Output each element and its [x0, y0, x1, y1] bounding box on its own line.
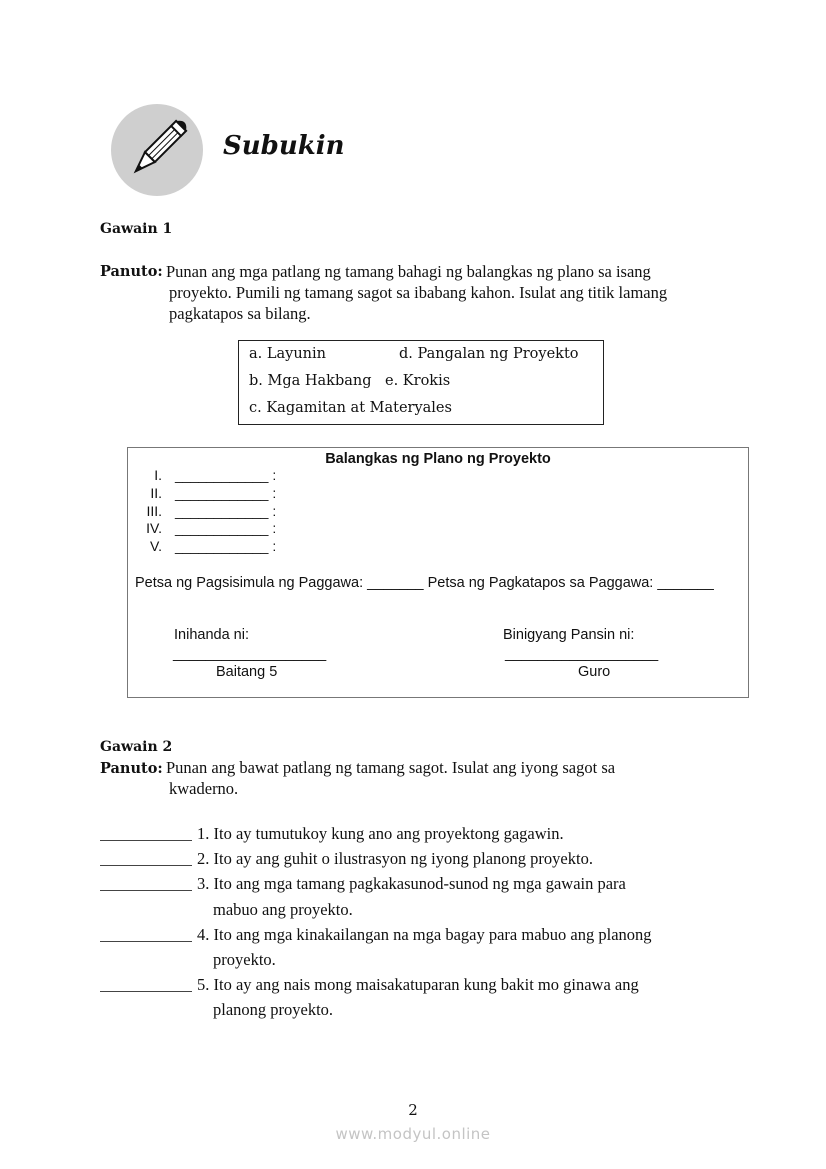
choice-b: b. Mga Hakbang [249, 373, 372, 389]
outline-blank-5: ____________ : [175, 538, 277, 554]
question-3: 3. Ito ang mga tamang pagkakasunod-sunod ng mga gawain para [197, 874, 626, 893]
prepared-by-label: Inihanda ni: [174, 627, 249, 643]
prepared-by-role: Baitang 5 [216, 664, 278, 680]
question-1: 1. Ito ay tumutukoy kung ano ang proyektong gagawin. [197, 824, 564, 843]
gawain1-panuto-line-2: proyekto. Pumili ng tamang sagot sa ibabang kahon. Isulat ang titik lamang [169, 283, 668, 302]
outline-blank-4: ____________ : [175, 520, 277, 536]
noted-by-label: Binigyang Pansin ni: [503, 627, 635, 643]
outline-number-1: I. [154, 467, 162, 483]
pencil-icon-circle [111, 104, 203, 196]
prepared-by-signature-line: ___________________ [173, 646, 327, 662]
outline-blank-3: ____________ : [175, 503, 277, 519]
question-5: 5. Ito ay ang nais mong maisakatuparan kung bakit mo ginawa ang [197, 975, 639, 994]
gawain2-heading: Gawain 2 [100, 739, 173, 755]
choice-d: d. Pangalan ng Proyekto [399, 346, 579, 362]
noted-by-signature-line: ___________________ [505, 646, 659, 662]
choice-e: e. Krokis [385, 373, 451, 389]
outline-blank-2: ____________ : [175, 485, 277, 501]
outline-number-3: III. [146, 503, 162, 519]
choices-box [238, 340, 604, 425]
gawain2-panuto-label: Panuto: [100, 760, 163, 777]
answer-blank-4 [100, 941, 192, 942]
gawain1-panuto-line-1: Punan ang mga patlang ng tamang bahagi ng balangkas ng plano sa isang [166, 262, 651, 281]
question-4-continuation: proyekto. [213, 950, 276, 969]
choice-a: a. Layunin [249, 346, 326, 362]
choice-c: c. Kagamitan at Materyales [249, 400, 452, 416]
question-5-continuation: planong proyekto. [213, 1000, 334, 1019]
answer-blank-3 [100, 890, 192, 891]
pencil-icon [111, 104, 203, 196]
watermark: www.modyul.online [335, 1125, 491, 1143]
gawain1-panuto-label: Panuto: [100, 263, 163, 280]
outline-number-5: V. [150, 538, 162, 554]
project-plan-outline [127, 447, 749, 698]
question-4: 4. Ito ang mga kinakailangan na mga bagay para mabuo ang planong [197, 925, 652, 944]
plan-title: Balangkas ng Plano ng Proyekto [325, 451, 551, 467]
gawain2-panuto-line-2: kwaderno. [169, 779, 239, 798]
outline-number-4: IV. [146, 520, 162, 536]
gawain1-panuto-line-3: pagkatapos sa bilang. [169, 304, 311, 323]
gawain1-heading: Gawain 1 [100, 221, 173, 237]
gawain2-panuto-line-1: Punan ang bawat patlang ng tamang sagot. Isulat ang iyong sagot sa [166, 758, 616, 777]
question-2: 2. Ito ay ang guhit o ilustrasyon ng iyong planong proyekto. [197, 849, 593, 868]
outline-number-2: II. [150, 485, 162, 501]
outline-blank-1: ____________ : [175, 467, 277, 483]
answer-blank-1 [100, 840, 192, 841]
page-number: 2 [408, 1101, 418, 1119]
answer-blank-2 [100, 865, 192, 866]
dates-line: Petsa ng Pagsisimula ng Paggawa: _______ Petsa ng Pagkatapos sa Paggawa: _______ [135, 575, 714, 591]
section-title: Subukin [223, 131, 345, 161]
noted-by-role: Guro [578, 664, 611, 680]
question-3-continuation: mabuo ang proyekto. [213, 900, 353, 919]
answer-blank-5 [100, 991, 192, 992]
